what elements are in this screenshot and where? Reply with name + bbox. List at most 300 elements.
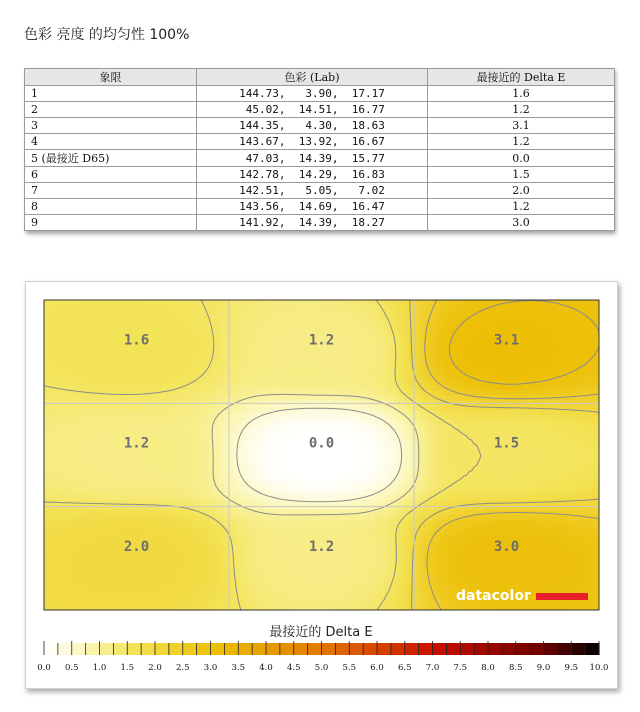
heatmap-cell xyxy=(539,325,545,331)
heatmap-cell xyxy=(554,340,560,346)
heatmap-cell xyxy=(269,440,275,446)
heatmap-cell xyxy=(69,510,75,516)
heatmap-cell xyxy=(324,465,330,471)
heatmap-cell xyxy=(169,490,175,496)
heatmap-cell xyxy=(184,390,190,396)
heatmap-cell xyxy=(64,470,70,476)
heatmap-cell xyxy=(164,475,170,481)
heatmap-cell xyxy=(449,440,455,446)
heatmap-cell xyxy=(99,310,105,316)
heatmap-cell xyxy=(469,370,475,376)
heatmap-cell xyxy=(524,345,530,351)
heatmap-cell xyxy=(329,305,335,311)
heatmap-cell xyxy=(329,505,335,511)
heatmap-cell xyxy=(89,415,95,421)
heatmap-cell xyxy=(519,340,525,346)
heatmap-cell xyxy=(194,345,200,351)
heatmap-cell xyxy=(269,345,275,351)
heatmap-cell xyxy=(74,300,80,306)
heatmap-cell xyxy=(199,520,205,526)
heatmap-cell xyxy=(339,385,345,391)
heatmap-cell xyxy=(479,480,485,486)
heatmap-cell xyxy=(64,445,70,451)
heatmap-cell xyxy=(249,400,255,406)
heatmap-cell xyxy=(74,520,80,526)
heatmap-cell xyxy=(564,400,570,406)
heatmap-cell xyxy=(559,310,565,316)
heatmap-cell xyxy=(544,315,550,321)
heatmap-cell xyxy=(54,320,60,326)
heatmap-cell xyxy=(529,340,535,346)
heatmap-cell xyxy=(559,490,565,496)
heatmap-cell xyxy=(179,480,185,486)
heatmap-cell xyxy=(369,425,375,431)
heatmap-cell xyxy=(544,515,550,521)
heatmap-cell xyxy=(424,475,430,481)
heatmap-cell xyxy=(309,460,315,466)
heatmap-cell xyxy=(209,385,215,391)
heatmap-cell xyxy=(364,470,370,476)
heatmap-cell xyxy=(149,350,155,356)
heatmap-cell xyxy=(339,520,345,526)
heatmap-cell xyxy=(399,485,405,491)
heatmap-cell xyxy=(439,440,445,446)
heatmap-cell xyxy=(429,460,435,466)
heatmap-cell xyxy=(529,345,535,351)
heatmap-cell xyxy=(369,390,375,396)
heatmap-cell xyxy=(384,355,390,361)
heatmap-cell xyxy=(164,310,170,316)
heatmap-cell xyxy=(99,375,105,381)
heatmap-cell xyxy=(559,350,565,356)
heatmap-cell xyxy=(379,510,385,516)
heatmap-cell xyxy=(329,375,335,381)
heatmap-cell xyxy=(144,515,150,521)
heatmap-cell xyxy=(164,320,170,326)
heatmap-cell xyxy=(519,310,525,316)
heatmap-cell xyxy=(519,390,525,396)
heatmap-cell xyxy=(569,420,575,426)
heatmap-cell xyxy=(194,350,200,356)
heatmap-cell xyxy=(539,375,545,381)
heatmap-cell xyxy=(94,395,100,401)
heatmap-cell xyxy=(249,410,255,416)
heatmap-cell xyxy=(364,325,370,331)
heatmap-cell xyxy=(299,320,305,326)
heatmap-cell xyxy=(499,370,505,376)
heatmap-cell xyxy=(584,490,590,496)
heatmap-cell xyxy=(109,350,115,356)
heatmap-cell xyxy=(374,475,380,481)
heatmap-cell xyxy=(364,345,370,351)
heatmap-cell xyxy=(229,440,235,446)
heatmap-cell xyxy=(369,330,375,336)
heatmap-cell xyxy=(69,505,75,511)
heatmap-cell xyxy=(509,310,515,316)
heatmap-cell xyxy=(329,475,335,481)
heatmap-cell xyxy=(459,455,465,461)
heatmap-cell xyxy=(394,505,400,511)
heatmap-cell xyxy=(544,340,550,346)
heatmap-cell xyxy=(114,480,120,486)
heatmap-cell xyxy=(354,300,360,306)
heatmap-cell xyxy=(114,300,120,306)
heatmap-cell xyxy=(139,365,145,371)
heatmap-cell xyxy=(159,325,165,331)
heatmap-cell xyxy=(569,435,575,441)
heatmap-cell xyxy=(89,515,95,521)
heatmap-cell xyxy=(54,520,60,526)
heatmap-cell xyxy=(334,390,340,396)
heatmap-cell xyxy=(229,480,235,486)
heatmap-cell xyxy=(394,415,400,421)
heatmap-cell xyxy=(169,425,175,431)
heatmap-cell xyxy=(299,385,305,391)
heatmap-cell xyxy=(509,395,515,401)
heatmap-cell xyxy=(84,475,90,481)
heatmap-cell xyxy=(294,400,300,406)
heatmap-cell xyxy=(229,360,235,366)
heatmap-cell xyxy=(354,480,360,486)
heatmap-cell xyxy=(79,485,85,491)
heatmap-cell xyxy=(84,345,90,351)
heatmap-cell xyxy=(569,335,575,341)
heatmap-cell xyxy=(499,300,505,306)
heatmap-cell xyxy=(234,495,240,501)
heatmap-cell xyxy=(484,315,490,321)
heatmap-cell xyxy=(99,485,105,491)
heatmap-cell xyxy=(434,500,440,506)
heatmap-cell xyxy=(124,460,130,466)
heatmap-cell xyxy=(359,350,365,356)
heatmap-cell xyxy=(564,470,570,476)
heatmap-cell xyxy=(484,500,490,506)
heatmap-cell xyxy=(114,490,120,496)
heatmap-cell xyxy=(404,340,410,346)
heatmap-cell xyxy=(279,335,285,341)
heatmap-cell xyxy=(129,400,135,406)
heatmap-cell xyxy=(544,485,550,491)
heatmap-cell xyxy=(454,370,460,376)
heatmap-cell xyxy=(564,485,570,491)
heatmap-cell xyxy=(84,355,90,361)
heatmap-cell xyxy=(284,410,290,416)
heatmap-cell xyxy=(414,415,420,421)
heatmap-cell xyxy=(234,475,240,481)
heatmap-cell xyxy=(309,520,315,526)
heatmap-cell xyxy=(234,505,240,511)
heatmap-cell xyxy=(149,300,155,306)
heatmap-cell xyxy=(344,445,350,451)
heatmap-cell xyxy=(499,460,505,466)
heatmap-cell xyxy=(589,345,595,351)
heatmap-cell xyxy=(184,320,190,326)
heatmap-cell xyxy=(159,400,165,406)
heatmap-cell xyxy=(384,440,390,446)
heatmap-cell xyxy=(169,345,175,351)
heatmap-cell xyxy=(289,485,295,491)
heatmap-cell xyxy=(49,515,55,521)
heatmap-cell xyxy=(539,445,545,451)
heatmap-cell xyxy=(109,315,115,321)
heatmap-cell xyxy=(64,315,70,321)
heatmap-cell xyxy=(529,400,535,406)
heatmap-cell xyxy=(364,520,370,526)
heatmap-cell xyxy=(589,445,595,451)
heatmap-cell xyxy=(184,485,190,491)
heatmap-cell xyxy=(284,365,290,371)
heatmap-cell xyxy=(354,350,360,356)
heatmap-cell xyxy=(59,380,65,386)
heatmap-cell xyxy=(259,520,265,526)
heatmap-cell xyxy=(104,495,110,501)
heatmap-cell xyxy=(554,465,560,471)
heatmap-cell xyxy=(134,505,140,511)
heatmap-cell xyxy=(319,470,325,476)
heatmap-cell xyxy=(414,330,420,336)
heatmap-cell xyxy=(359,505,365,511)
heatmap-cell xyxy=(469,335,475,341)
heatmap-cell xyxy=(289,445,295,451)
heatmap-cell xyxy=(579,325,585,331)
heatmap-cell xyxy=(234,330,240,336)
heatmap-cell xyxy=(474,515,480,521)
heatmap-cell xyxy=(569,360,575,366)
heatmap-cell xyxy=(144,310,150,316)
heatmap-cell xyxy=(174,485,180,491)
heatmap-cell xyxy=(374,370,380,376)
heatmap-cell xyxy=(189,340,195,346)
heatmap-cell xyxy=(89,425,95,431)
heatmap-cell xyxy=(259,325,265,331)
heatmap-cell xyxy=(179,410,185,416)
heatmap-cell xyxy=(134,410,140,416)
heatmap-cell xyxy=(44,345,50,351)
heatmap-cell xyxy=(274,515,280,521)
heatmap-cell xyxy=(49,300,55,306)
heatmap-cell xyxy=(554,500,560,506)
heatmap-cell xyxy=(84,315,90,321)
heatmap-cell xyxy=(374,445,380,451)
heatmap-cell xyxy=(479,340,485,346)
heatmap-cell xyxy=(439,455,445,461)
heatmap-cell xyxy=(104,485,110,491)
heatmap-cell xyxy=(44,520,50,526)
heatmap-cell xyxy=(94,345,100,351)
heatmap-cell xyxy=(204,490,210,496)
heatmap-cell xyxy=(294,420,300,426)
heatmap-cell xyxy=(359,355,365,361)
heatmap-cell xyxy=(249,325,255,331)
heatmap-cell xyxy=(444,310,450,316)
heatmap-cell xyxy=(94,305,100,311)
heatmap-cell xyxy=(404,405,410,411)
heatmap-cell xyxy=(244,360,250,366)
heatmap-cell xyxy=(544,475,550,481)
heatmap-cell xyxy=(324,325,330,331)
heatmap-cell xyxy=(549,495,555,501)
heatmap-cell xyxy=(509,490,515,496)
heatmap-cell xyxy=(244,430,250,436)
heatmap-cell xyxy=(174,345,180,351)
heatmap-cell xyxy=(569,415,575,421)
heatmap-cell xyxy=(219,355,225,361)
heatmap-cell xyxy=(424,305,430,311)
heatmap-cell xyxy=(389,305,395,311)
heatmap-cell xyxy=(549,460,555,466)
heatmap-cell xyxy=(339,435,345,441)
heatmap-cell xyxy=(164,315,170,321)
heatmap-cell xyxy=(584,415,590,421)
heatmap-cell xyxy=(179,305,185,311)
heatmap-cell xyxy=(544,420,550,426)
heatmap-cell xyxy=(114,345,120,351)
heatmap-cell xyxy=(54,310,60,316)
heatmap-cell xyxy=(484,390,490,396)
heatmap-cell xyxy=(69,420,75,426)
heatmap-cell xyxy=(549,490,555,496)
heatmap-cell xyxy=(204,465,210,471)
heatmap-cell xyxy=(49,335,55,341)
heatmap-cell xyxy=(414,320,420,326)
heatmap-cell xyxy=(239,420,245,426)
heatmap-cell xyxy=(339,365,345,371)
heatmap-cell xyxy=(84,310,90,316)
heatmap-cell xyxy=(114,470,120,476)
heatmap-cell xyxy=(129,385,135,391)
heatmap-cell xyxy=(494,475,500,481)
heatmap-cell xyxy=(534,320,540,326)
heatmap-cell xyxy=(459,385,465,391)
heatmap-cell xyxy=(59,430,65,436)
heatmap-cell xyxy=(139,385,145,391)
heatmap-cell xyxy=(69,325,75,331)
heatmap-cell xyxy=(309,480,315,486)
heatmap-cell xyxy=(559,420,565,426)
heatmap-cell xyxy=(129,510,135,516)
heatmap-cell xyxy=(539,365,545,371)
heatmap-cell xyxy=(349,380,355,386)
heatmap-cell xyxy=(264,365,270,371)
heatmap-cell xyxy=(154,425,160,431)
heatmap-cell xyxy=(534,355,540,361)
heatmap-cell xyxy=(344,335,350,341)
heatmap-cell xyxy=(434,430,440,436)
heatmap-cell xyxy=(289,480,295,486)
heatmap-cell xyxy=(49,310,55,316)
heatmap-cell xyxy=(59,365,65,371)
heatmap-cell xyxy=(124,350,130,356)
heatmap-cell xyxy=(394,515,400,521)
heatmap-cell xyxy=(429,340,435,346)
row-delta-e: 1.5 xyxy=(428,167,615,183)
heatmap-cell xyxy=(374,375,380,381)
heatmap-cell xyxy=(124,380,130,386)
heatmap-cell xyxy=(419,505,425,511)
heatmap-cell xyxy=(119,370,125,376)
heatmap-cell xyxy=(569,470,575,476)
heatmap-cell xyxy=(89,485,95,491)
heatmap-cell xyxy=(174,415,180,421)
heatmap-cell xyxy=(499,355,505,361)
heatmap-cell xyxy=(59,340,65,346)
heatmap-cell xyxy=(244,475,250,481)
heatmap-cell xyxy=(214,360,220,366)
heatmap-cell xyxy=(244,310,250,316)
heatmap-cell xyxy=(559,380,565,386)
heatmap-cell xyxy=(219,300,225,306)
heatmap-cell xyxy=(469,455,475,461)
heatmap-cell xyxy=(84,300,90,306)
heatmap-cell xyxy=(264,400,270,406)
heatmap-cell xyxy=(364,445,370,451)
heatmap-cell xyxy=(479,420,485,426)
heatmap-cell xyxy=(529,335,535,341)
heatmap-cell xyxy=(319,500,325,506)
heatmap-cell xyxy=(434,435,440,441)
heatmap-cell xyxy=(319,475,325,481)
heatmap-cell xyxy=(569,445,575,451)
heatmap-cell xyxy=(559,440,565,446)
heatmap-cell xyxy=(159,385,165,391)
heatmap-cell xyxy=(134,520,140,526)
heatmap-cell xyxy=(219,480,225,486)
heatmap-cell xyxy=(334,365,340,371)
heatmap-cell xyxy=(369,320,375,326)
heatmap-cell xyxy=(274,405,280,411)
heatmap-cell xyxy=(109,440,115,446)
heatmap-cell xyxy=(369,500,375,506)
heatmap-cell xyxy=(339,310,345,316)
heatmap-cell xyxy=(584,400,590,406)
heatmap-cell xyxy=(539,410,545,416)
heatmap-cell xyxy=(359,435,365,441)
heatmap-cell xyxy=(249,360,255,366)
heatmap-cell xyxy=(569,480,575,486)
heatmap-cell xyxy=(114,340,120,346)
heatmap-cell xyxy=(354,455,360,461)
heatmap-cell xyxy=(494,485,500,491)
heatmap-cell xyxy=(189,415,195,421)
heatmap-cell xyxy=(564,465,570,471)
heatmap-cell xyxy=(149,460,155,466)
heatmap-cell xyxy=(574,435,580,441)
heatmap-cell xyxy=(579,370,585,376)
heatmap-cell xyxy=(239,335,245,341)
heatmap-cell xyxy=(289,345,295,351)
heatmap-cell xyxy=(449,450,455,456)
heatmap-cell xyxy=(394,320,400,326)
heatmap-cell xyxy=(119,310,125,316)
heatmap-cell xyxy=(469,420,475,426)
heatmap-cell xyxy=(464,440,470,446)
heatmap-cell xyxy=(439,305,445,311)
heatmap-cell xyxy=(269,400,275,406)
heatmap-cell xyxy=(364,420,370,426)
heatmap-cell xyxy=(169,430,175,436)
heatmap-cell xyxy=(44,320,50,326)
heatmap-cell xyxy=(109,470,115,476)
heatmap-cell xyxy=(159,390,165,396)
heatmap-cell xyxy=(274,370,280,376)
heatmap-cell xyxy=(159,350,165,356)
heatmap-cell xyxy=(159,335,165,341)
heatmap-cell xyxy=(49,325,55,331)
heatmap-cell xyxy=(44,495,50,501)
heatmap-cell xyxy=(399,300,405,306)
heatmap-cell xyxy=(564,455,570,461)
heatmap-cell xyxy=(179,450,185,456)
